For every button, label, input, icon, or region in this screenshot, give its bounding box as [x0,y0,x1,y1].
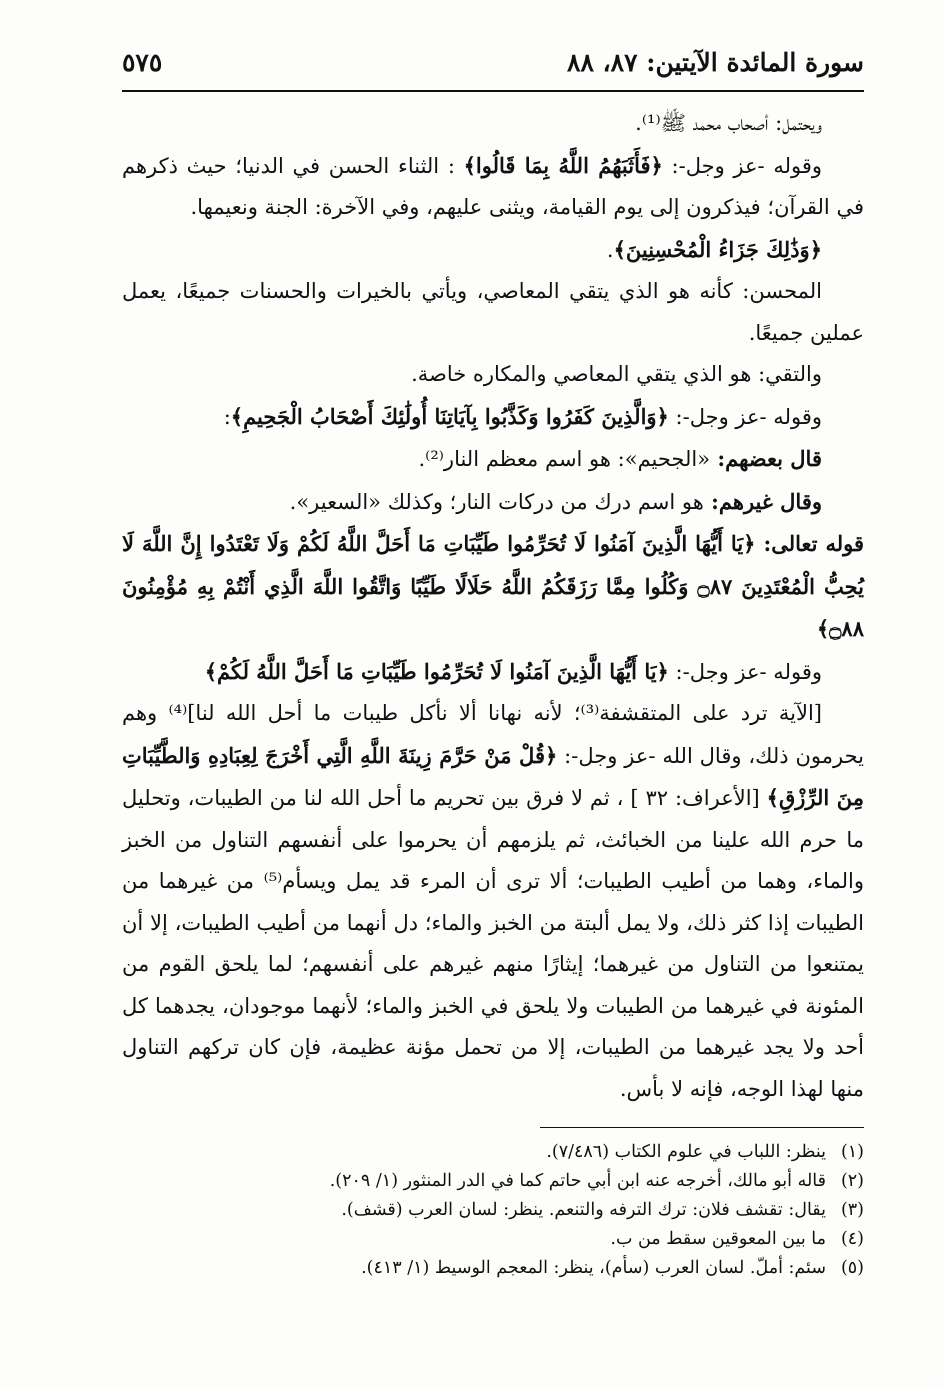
paragraph-text: والتقي: هو الذي يتقي المعاصي والمكاره خاصة. [411,362,822,386]
paragraph [122,103,864,145]
paragraph [122,651,864,694]
quran-verse: ﴿يَا أَيُّهَا الَّذِينَ آمَنُوا لَا تُحَرِّمُوا طَيِّبَاتِ مَا أَحَلَّ اللَّهُ لَكُمْ﴾ [204,658,669,684]
paragraph-text: وقوله -عز وجل-: [668,659,822,684]
quran-verse: ﴿وَالَّذِينَ كَفَرُوا وَكَذَّبُوا بِآيَاتِنَا أُولَٰئِكَ أَصْحَابُ الْجَحِيمِ﴾ [230,403,669,429]
footnote-text: قاله أبو مالك، أخرجه عنه ابن أبي حاتم كما في الدر المنثور (١/ ٢٠٩). [329,1171,826,1191]
footnote [122,1167,864,1196]
paragraph [122,693,864,1110]
quran-verse: ﴿يَا أَيُّهَا الَّذِينَ آمَنُوا لَا تُحَرِّمُوا طَيِّبَاتِ مَا أَحَلَّ اللَّهُ لَكُمْ وَلَا تَعْتَدُوا إِنَّ اللَّهَ لَا يُحِبُّ الْمُعْتَدِينَ ۝٨٧ وَكُلُوا مِمَّا رَزَقَكُمُ اللَّهُ حَلَالًا طَيِّبًا وَاتَّقُوا اللَّهَ الَّذِي أَنْتُمْ بِهِ مُؤْمِنُونَ ۝٨٨﴾ [122,531,865,641]
footnote [122,1196,864,1225]
paragraph-text: وقوله -عز وجل-: [668,404,822,429]
paragraph-text: . [606,237,614,262]
footnotes [122,1138,864,1283]
main-text [122,103,864,1110]
paragraph [122,145,864,229]
footnote-text: ينظر: اللباب في علوم الكتاب (٧/٤٨٦). [546,1142,826,1162]
footnote [122,1254,864,1283]
paragraph-text: [الآية ترد على المتقشفة⁽³⁾؛ لأنه نهانا ألا نأكل طيبات ما أحل الله لنا]⁽⁴⁾ وهم يحرمون ذلك، وقال الله -عز وجل-: [122,701,864,768]
quran-verse: ﴿قُلْ مَنْ حَرَّمَ زِينَةَ اللَّهِ الَّتِي أَخْرَجَ لِعِبَادِهِ وَالطَّيِّبَاتِ مِنَ الرِّزْقِ﴾ [122,742,865,810]
speaker-label: وقال غيرهم: [703,488,822,514]
footnote-divider [540,1127,864,1128]
paragraph-text: «الجحيم»: هو اسم معظم النار⁽²⁾. [418,447,711,471]
paragraph [122,481,864,524]
paragraph [122,396,864,439]
page-header [122,48,864,88]
footnote-text: يقال: تقشف فلان: ترك الترفه والتنعم. ينظر: لسان العرب (قشف). [341,1200,826,1220]
paragraph-text: هو اسم درك من دركات النار؛ وكذلك «السعير». [289,489,704,514]
paragraph-text: وقوله -عز وجل-: [662,153,823,178]
paragraph-text: [الأعراف: ٣٢ ] ، ثم لا فرق بين تحريم ما أحل الله لنا من الطيبات، وتحليل ما حرم الله علينا من الخبائث، ثم يلزمهم أن يحرموا على أنفسهم التناول من الخبز والماء، وهما من أطيب الطيبات؛ ألا ترى أن المرء قد يمل ويسأم⁽⁵⁾ من غيرهما من الطيبات إذا كثر ذلك، ولا يمل ألبتة من الخبز والماء؛ دل أنهما من أطيب الطيبات، إلا أن يمتنعوا من التناول من غيرهما؛ إيثارًا منهم غيرهم على أنفسهم؛ لما يلحق القوم من المئونة في غيرهما من الطيبات ولا يلحق في الخبز والماء؛ لأنهما موجودان، يجدهما كل أحد ولا يجد غيرهما من الطيبات، إلا من تحمل مؤنة عظيمة، فإن كان تركهم التناول منها لهذا الوجه، فإنه لا بأس. [122,786,864,1101]
paragraph [122,438,864,481]
paragraph [122,523,864,651]
speaker-label: قال بعضهم: [710,446,822,471]
footnote-number: (٤) [840,1229,864,1249]
footnote [122,1138,864,1167]
paragraph-text: ويحتمل: أصحاب محمد ﷺ⁽¹⁾. [635,111,822,135]
verse-heading: قوله تعالى: [755,531,864,556]
header-divider [122,90,864,92]
footnote-number: (١) [840,1142,864,1162]
footnote [122,1225,864,1254]
footnote-text: ما بين المعوقين سقط من ب. [610,1229,826,1249]
paragraph-text: : [223,404,231,429]
paragraph-text: المحسن: كأنه هو الذي يتقي المعاصي، ويأتي بالخيرات والحسنات جميعًا، يعمل عملين جميعًا. [122,279,864,345]
footnote-number: (٢) [840,1171,864,1191]
footnote-number: (٥) [840,1258,864,1278]
page-number: ٥٧٥ [122,48,163,77]
footnote-number: (٣) [840,1200,864,1220]
quran-verse: ﴿وَذَٰلِكَ جَزَاءُ الْمُحْسِنِينَ﴾ [613,236,822,262]
paragraph [122,271,864,354]
paragraph [122,229,864,272]
running-title: سورة المائدة الآيتين: ٨٧، ٨٨ [567,48,864,77]
quran-verse: ﴿فَأَثَبَهُمُ اللَّهُ بِمَا قَالُوا﴾ [463,152,663,178]
paragraph-text: : الثناء الحسن في الدنيا؛ حيث ذكرهم في القرآن؛ فيذكرون إلى يوم القيامة، ويثنى عليهم، وفي الآخرة: الجنة ونعيمها. [122,153,864,219]
footnote-text: سئم: أملّ. لسان العرب (سأم)، ينظر: المعجم الوسيط (١/ ٤١٣). [361,1258,826,1278]
paragraph [122,354,864,396]
